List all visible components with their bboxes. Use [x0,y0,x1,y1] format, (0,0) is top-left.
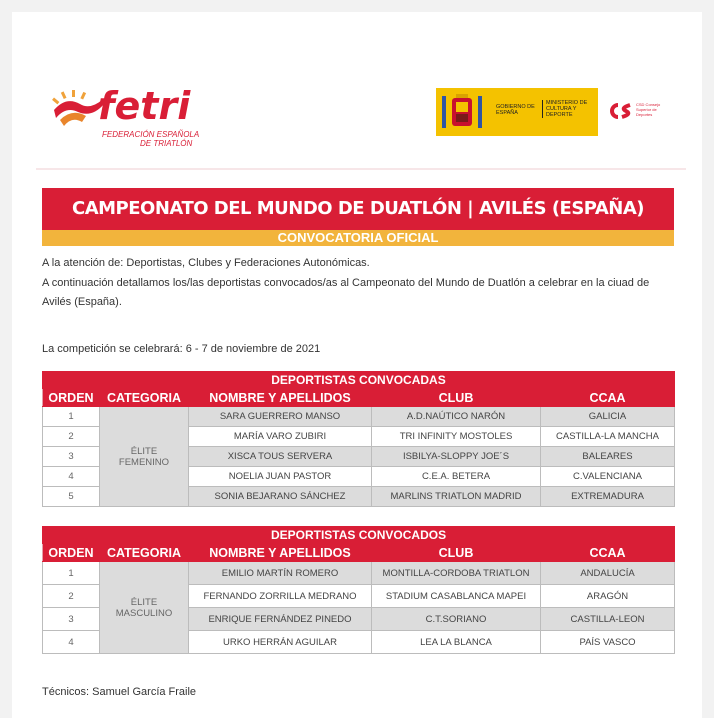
fetri-wordmark: fetri [98,84,191,128]
column-header-orden: ORDEN [43,389,100,407]
cell-club: ISBILYA-SLOPPY JOE´S [372,447,541,467]
cell-orden: 2 [43,427,100,447]
cell-nombre: URKO HERRÁN AGUILAR [189,631,372,654]
csd-mark-icon [606,102,634,120]
document-page [12,12,702,718]
cell-club: C.E.A. BETERA [372,467,541,487]
triathlon-sun-icon [46,88,106,138]
cell-nombre: FERNANDO ZORRILLA MEDRANO [189,585,372,608]
cell-ccaa: GALICIA [541,407,675,427]
column-header-club: CLUB [372,389,541,407]
column-header-club: CLUB [372,544,541,562]
fetri-subtitle-line2: DE TRIATLÓN [140,139,193,148]
gobierno-ministerio-logo [436,88,598,136]
cell-club: A.D.NAÚTICO NARÓN [372,407,541,427]
cell-club: MONTILLA-CORDOBA TRIATLON [372,562,541,585]
subtitle-banner [42,230,674,246]
cell-club: STADIUM CASABLANCA MAPEI [372,585,541,608]
cell-categoria: ÉLITE MASCULINO [100,562,189,654]
title-banner [42,188,674,230]
cell-orden: 5 [43,487,100,507]
cell-club: LEA LA BLANCA [372,631,541,654]
gobierno-label: GOBIERNO DE ESPAÑA [496,104,535,116]
coat-of-arms-icon [440,92,484,132]
cell-club: C.T.SORIANO [372,608,541,631]
cell-orden: 1 [43,562,100,585]
cell-orden: 4 [43,631,100,654]
column-header-ccaa: CCAA [541,389,675,407]
csd-logo [606,100,666,130]
competition-dates: La competición se celebrará: 6 - 7 de noviembre de 2021 [42,343,321,355]
cell-ccaa: EXTREMADURA [541,487,675,507]
column-header-categoria: CATEGORIA [100,544,189,562]
cell-club: TRI INFINITY MOSTOLES [372,427,541,447]
intro-description: A continuación detallamos los/las deportistas convocados/as al Campeonato del Mundo de Duatlón a celebrar en la ciuad de Avilés (España). [42,277,650,308]
table-group-title: DEPORTISTAS CONVOCADOS [43,527,675,544]
column-header-orden: ORDEN [43,544,100,562]
cell-club: MARLINS TRIATLON MADRID [372,487,541,507]
scrollbar-track[interactable] [704,0,714,718]
cell-nombre: NOELIA JUAN PASTOR [189,467,372,487]
cell-nombre: MARÍA VARO ZUBIRI [189,427,372,447]
table-row [43,407,675,427]
cell-nombre: XISCA TOUS SERVERA [189,447,372,467]
cell-orden: 3 [43,608,100,631]
cell-ccaa: CASTILLA-LEON [541,608,675,631]
cell-orden: 2 [43,585,100,608]
cell-orden: 4 [43,467,100,487]
cell-ccaa: ARAGÓN [541,585,675,608]
roster-table-male [42,526,675,654]
column-header-nombre: NOMBRE Y APELLIDOS [189,389,372,407]
cell-nombre: ENRIQUE FERNÁNDEZ PINEDO [189,608,372,631]
fetri-logo [46,86,276,156]
column-header-nombre: NOMBRE Y APELLIDOS [189,544,372,562]
tecnicos-line: Técnicos: Samuel García Fraile [42,686,197,698]
roster-table-female [42,371,675,507]
letterhead [12,12,702,172]
header-divider [36,168,686,170]
column-header-ccaa: CCAA [541,544,675,562]
cell-ccaa: ANDALUCÍA [541,562,675,585]
column-header-categoria: CATEGORIA [100,389,189,407]
page-subtitle: CONVOCATORIA OFICIAL [277,230,439,245]
fetri-subtitle-line1: FEDERACIÓN ESPAÑOLA [102,130,200,139]
cell-nombre: SONIA BEJARANO SÁNCHEZ [189,487,372,507]
cell-ccaa: C.VALENCIANA [541,467,675,487]
page-title: CAMPEONATO DEL MUNDO DE DUATLÓN | AVILÉS (ESPAÑA) [72,198,644,219]
cell-nombre: EMILIO MARTÍN ROMERO [189,562,372,585]
cell-orden: 3 [43,447,100,467]
cell-ccaa: CASTILLA-LA MANCHA [541,427,675,447]
cell-ccaa: PAÍS VASCO [541,631,675,654]
table-group-title: DEPORTISTAS CONVOCADAS [43,372,675,389]
cell-ccaa: BALEARES [541,447,675,467]
intro-attention: A la atención de: Deportistas, Clubes y Federaciones Autonómicas. [42,257,370,269]
csd-label: CSD Consejo Superior de Deportes [636,102,661,117]
cell-categoria: ÉLITE FEMENINO [100,407,189,507]
ministerio-label: MINISTERIO DE CULTURA Y DEPORTE [542,100,596,118]
cell-nombre: SARA GUERRERO MANSO [189,407,372,427]
cell-orden: 1 [43,407,100,427]
table-row [43,562,675,585]
